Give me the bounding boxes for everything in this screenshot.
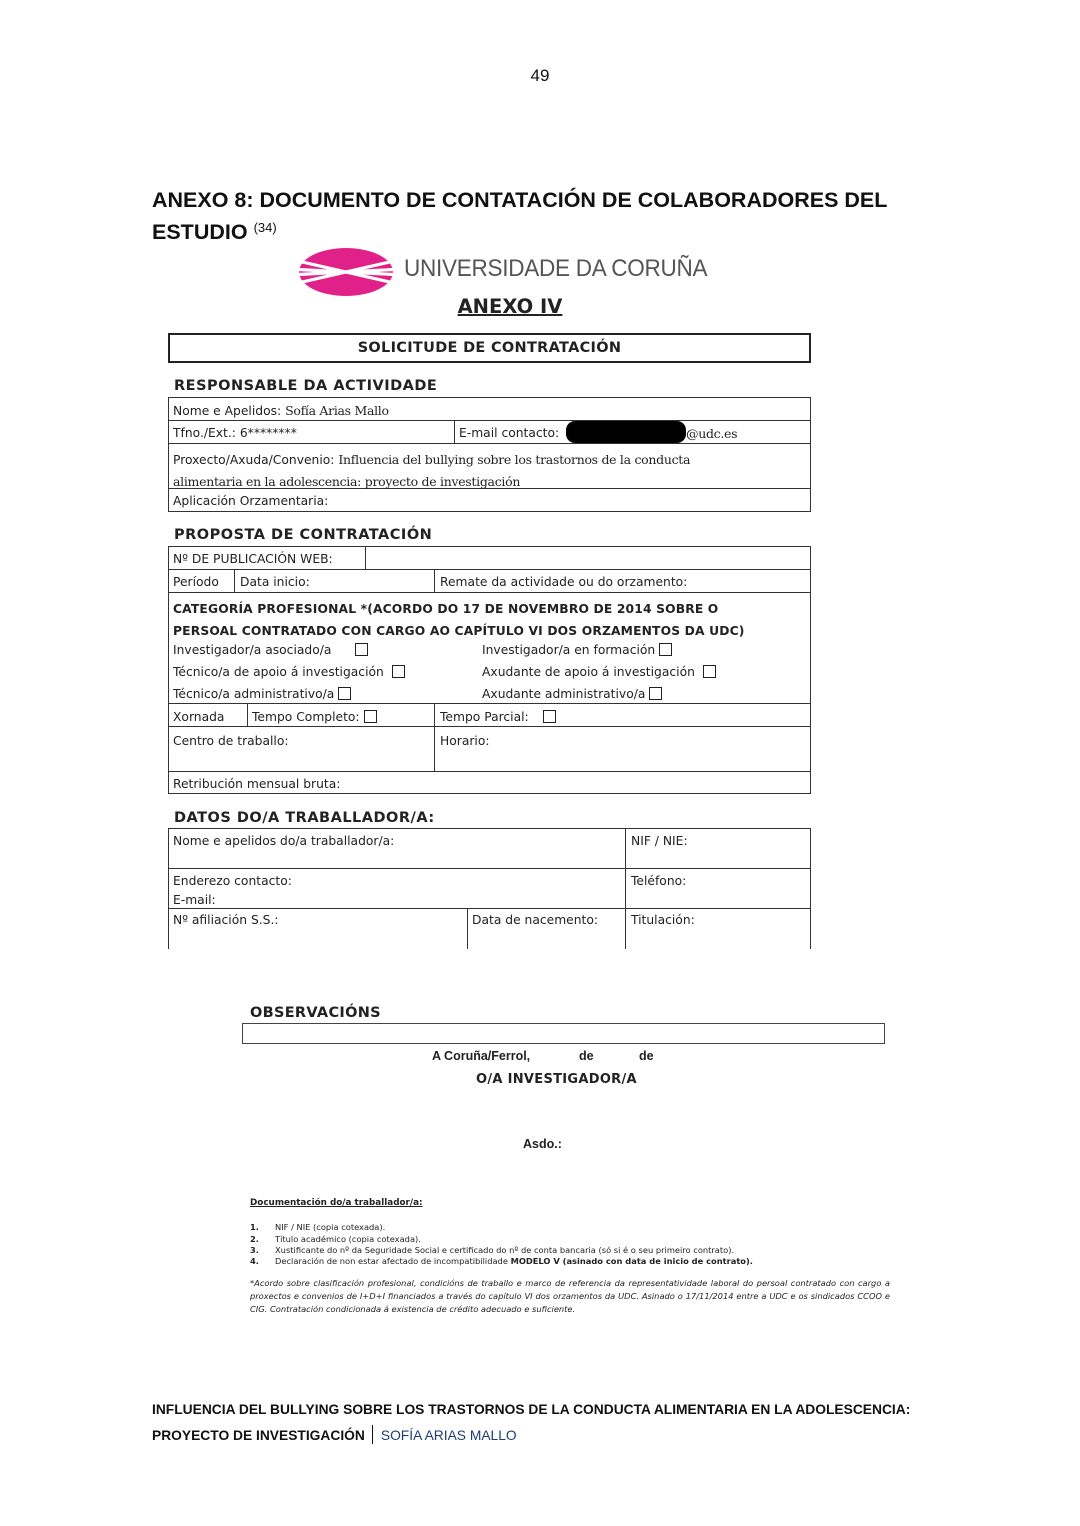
checkbox[interactable] xyxy=(392,665,405,678)
observations-heading: OBSERVACIÓNS xyxy=(250,1005,381,1021)
signature-de-2: de xyxy=(639,1049,654,1063)
signature-role: O/A INVESTIGADOR/A xyxy=(476,1072,637,1087)
responsable-project-field[interactable] xyxy=(173,449,803,493)
page-footer xyxy=(152,1397,910,1449)
worker-name-field[interactable]: Nome e apelidos do/a traballador/a: xyxy=(173,834,395,848)
checkbox[interactable] xyxy=(338,687,351,700)
section-proposta-heading: PROPOSTA DE CONTRATACIÓN xyxy=(174,527,433,543)
form-title-box xyxy=(168,333,811,363)
email-domain: @udc.es xyxy=(686,426,738,441)
worker-phone-field[interactable]: Teléfono: xyxy=(631,874,687,888)
list-item: 2. Título académico (copia cotexada). xyxy=(250,1233,421,1244)
start-date-field[interactable]: Data inicio: xyxy=(240,575,310,589)
checkbox[interactable] xyxy=(659,643,672,656)
documentation-list xyxy=(250,1222,890,1267)
footer-author: SOFÍA ARIAS MALLO xyxy=(380,1428,517,1443)
category-option-associate-researcher[interactable]: Investigador/a asociado/a xyxy=(173,643,368,657)
responsable-phone-field[interactable] xyxy=(173,426,297,440)
category-option-researcher-training[interactable]: Investigador/a en formación xyxy=(482,643,672,657)
signature-signed: Asdo.: xyxy=(523,1137,562,1151)
phone-value: 6******** xyxy=(239,426,297,440)
list-item: 1. NIF / NIE (copia cotexada). xyxy=(250,1222,386,1233)
name-label: Nome e Apelidos: xyxy=(173,404,282,418)
checkbox[interactable] xyxy=(649,687,662,700)
category-option-admin-assistant[interactable]: Axudante administrativo/a xyxy=(482,687,662,701)
annex-heading-line1: ANEXO 8: DOCUMENTO DE CONTATACIÓN DE COLABORADORES DEL xyxy=(152,188,888,212)
form-title: SOLICITUDE DE CONTRATACIÓN xyxy=(357,340,622,356)
signature-de-1: de xyxy=(579,1049,594,1063)
footer-title-line2: PROYECTO DE INVESTIGACIÓN xyxy=(152,1428,365,1443)
documentation-title: Documentación do/a traballador/a: xyxy=(250,1198,423,1208)
annex-heading-line2: ESTUDIO xyxy=(152,220,248,244)
annex-heading xyxy=(152,187,922,246)
project-value-line1: Influencia del bullying sobre los trastornos de la conducta xyxy=(338,452,691,467)
citation-ref: (34) xyxy=(253,220,277,235)
checkbox[interactable] xyxy=(703,665,716,678)
email-label: E-mail contacto: xyxy=(459,426,560,440)
full-time-option[interactable]: Tempo Completo: xyxy=(252,710,377,724)
checkbox[interactable] xyxy=(543,710,556,723)
worker-address-field[interactable]: Enderezo contacto: xyxy=(173,874,292,888)
footer-separator xyxy=(372,1425,373,1444)
observations-input[interactable] xyxy=(242,1023,885,1044)
agreement-footnote: *Acordo sobre clasificación profesional, condicións de traballo e marco de referencia da representatividade laboral do persoal contratado con cargo a proxectos e convenios de I+D+I financiados a través do capítulo VI dos orzamentos da UDC. Asinado o 17/11/2014 entre a UDC e os sindicados CCOO e CIG. Contratación condicionada á existencia de crédito adecuado e suficiente. xyxy=(250,1278,890,1314)
worker-email-field[interactable]: E-mail: xyxy=(173,893,216,907)
web-publication-input[interactable] xyxy=(367,548,809,568)
web-publication-label: Nº DE PUBLICACIÓN WEB: xyxy=(173,552,333,566)
part-time-option[interactable]: Tempo Parcial: xyxy=(440,710,556,724)
university-name: UNIVERSIDADE DA CORUÑA xyxy=(404,255,708,282)
section-responsable-heading: RESPONSABLE DA ACTIVIDADE xyxy=(174,378,438,394)
worker-ss-field[interactable]: Nº afiliación S.S.: xyxy=(173,913,279,927)
name-value: Sofía Arias Mallo xyxy=(285,403,389,418)
udc-logo-icon xyxy=(298,247,394,301)
category-option-admin-technician[interactable]: Técnico/a administrativo/a xyxy=(173,687,351,701)
redacted-email xyxy=(566,421,686,443)
project-label: Proxecto/Axuda/Convenio: xyxy=(173,453,335,467)
phone-label: Tfno./Ext.: xyxy=(173,426,236,440)
responsable-name-field[interactable] xyxy=(173,403,389,418)
section-worker-heading: DATOS DO/A TRABALLADOR/A: xyxy=(174,810,435,826)
list-item: 4. Declaración de non estar afectado de incompatibilidade MODELO V (asinado con data de inicio de contrato). xyxy=(250,1256,753,1267)
schedule-field[interactable]: Horario: xyxy=(440,734,490,748)
worker-birthdate-field[interactable]: Data de nacemento: xyxy=(472,913,599,927)
checkbox[interactable] xyxy=(355,643,368,656)
category-option-research-assistant[interactable]: Axudante de apoio á investigación xyxy=(482,665,716,679)
signature-place: A Coruña/Ferrol, xyxy=(432,1049,531,1063)
end-date-field[interactable]: Remate da actividade ou do orzamento: xyxy=(440,575,688,589)
footer-title-line1: INFLUENCIA DEL BULLYING SOBRE LOS TRASTORNOS DE LA CONDUCTA ALIMENTARIA EN LA ADOLESCENCIA: xyxy=(152,1402,911,1417)
list-item: 3. Xustificante do nº da Seguridade Social e certificado do nº de conta bancaria (só si é o seu primeiro contrato). xyxy=(250,1244,735,1255)
workday-label: Xornada xyxy=(173,710,225,724)
page-number: 49 xyxy=(530,66,550,85)
project-value-line2: alimentaria en la adolescencia: proyecto de investigación xyxy=(173,474,521,489)
category-option-research-technician[interactable]: Técnico/a de apoio á investigación xyxy=(173,665,405,679)
budget-field[interactable]: Aplicación Orzamentaria: xyxy=(173,494,329,508)
worker-degree-field[interactable]: Titulación: xyxy=(631,913,695,927)
checkbox[interactable] xyxy=(364,710,377,723)
worker-nif-field[interactable]: NIF / NIE: xyxy=(631,834,688,848)
salary-field[interactable]: Retribución mensual bruta: xyxy=(173,777,341,791)
annex-iv-title: ANEXO IV xyxy=(457,295,563,318)
category-heading: CATEGORÍA PROFESIONAL *(ACORDO DO 17 DE NOVEMBRO DE 2014 SOBRE O PERSOAL CONTRATADO CON CARGO AO CAPÍTULO VI DOS ORZAMENTOS DA UDC) xyxy=(173,602,745,638)
documentation-section xyxy=(250,1198,890,1315)
responsable-email-field[interactable] xyxy=(459,426,559,440)
workplace-field[interactable]: Centro de traballo: xyxy=(173,734,289,748)
period-label: Período xyxy=(173,575,219,589)
